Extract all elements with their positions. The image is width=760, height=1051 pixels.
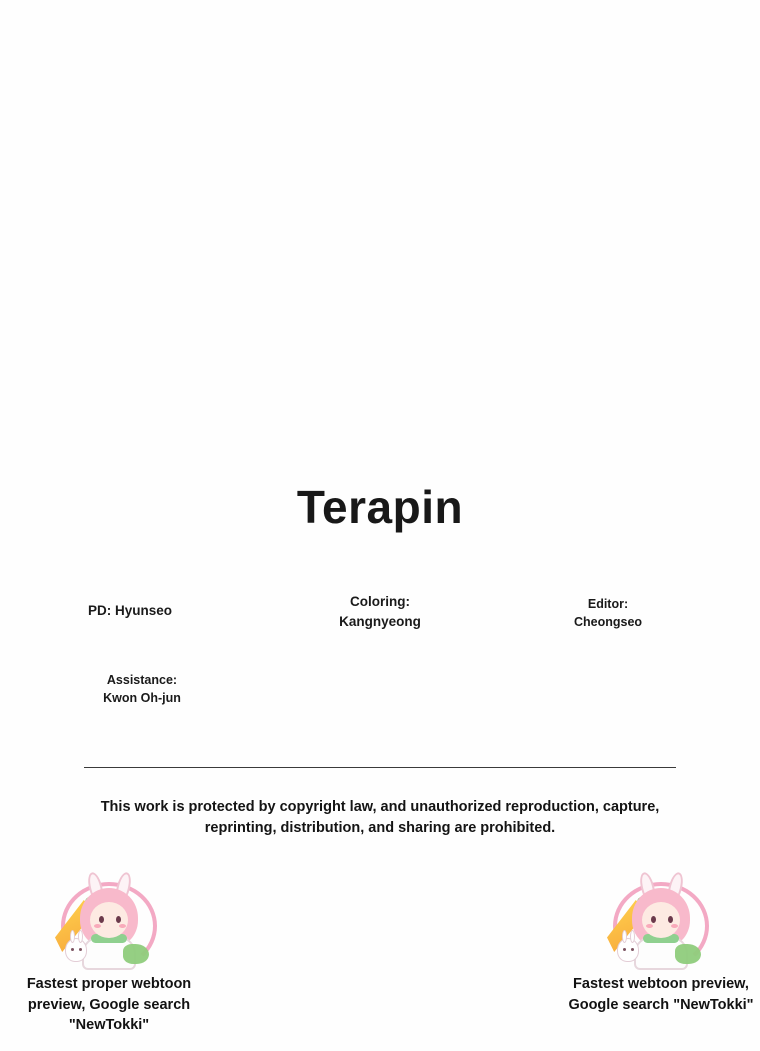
promo-left-text: Fastest proper webtoon preview, Google search "NewTokki" [26,976,192,1034]
credit-editor-role: Editor: [587,597,629,611]
mascot-blush-left [646,924,653,928]
small-bunny-ear-right [630,930,635,943]
promo-left [14,866,204,1036]
horizontal-divider [84,767,676,768]
promo-right [566,866,756,1015]
promo-right-text: Fastest webtoon preview, Google search "NewTokki" [568,976,754,1013]
page-title: Terapin [296,481,464,533]
mascot-eye-left [99,916,104,923]
small-bunny-ear-right [78,930,83,943]
credit-editor-name: Cheongseo [573,615,643,630]
bunny-girl-mascot-icon [49,866,169,970]
small-bunny-ear-left [70,930,75,943]
credit-assistance-name: Kwon Oh-jun [103,691,181,706]
small-bunny-eye-left [623,948,626,951]
bunny-girl-mascot-icon [601,866,721,970]
mascot-blush-right [671,924,678,928]
credit-coloring-name: Kangnyeong [339,613,421,629]
credit-pd: PD: Hyunseo [87,603,172,618]
mascot-face [642,902,680,938]
small-bunny-icon [65,938,87,962]
mascot-blush-left [94,924,101,928]
copyright-notice: This work is protected by copyright law, and unauthorized reproduction, capture, reprinting, distribution, and sharing are prohibited. [100,799,660,836]
leaf-decoration-icon [675,944,701,964]
mascot-eye-right [116,916,121,923]
credit-assistance [62,671,222,707]
mascot-blush-right [119,924,126,928]
small-bunny-eye-right [631,948,634,951]
small-bunny-eye-right [79,948,82,951]
credit-editor [540,595,676,631]
small-bunny-ear-left [622,930,627,943]
mascot-eye-left [651,916,656,923]
small-bunny-icon [617,938,639,962]
credit-coloring [300,592,460,631]
mascot-eye-right [668,916,673,923]
credit-coloring-role: Coloring: [350,594,410,609]
small-bunny-eye-left [71,948,74,951]
leaf-decoration-icon [123,944,149,964]
mascot-face [90,902,128,938]
credit-assistance-role: Assistance: [106,673,178,687]
